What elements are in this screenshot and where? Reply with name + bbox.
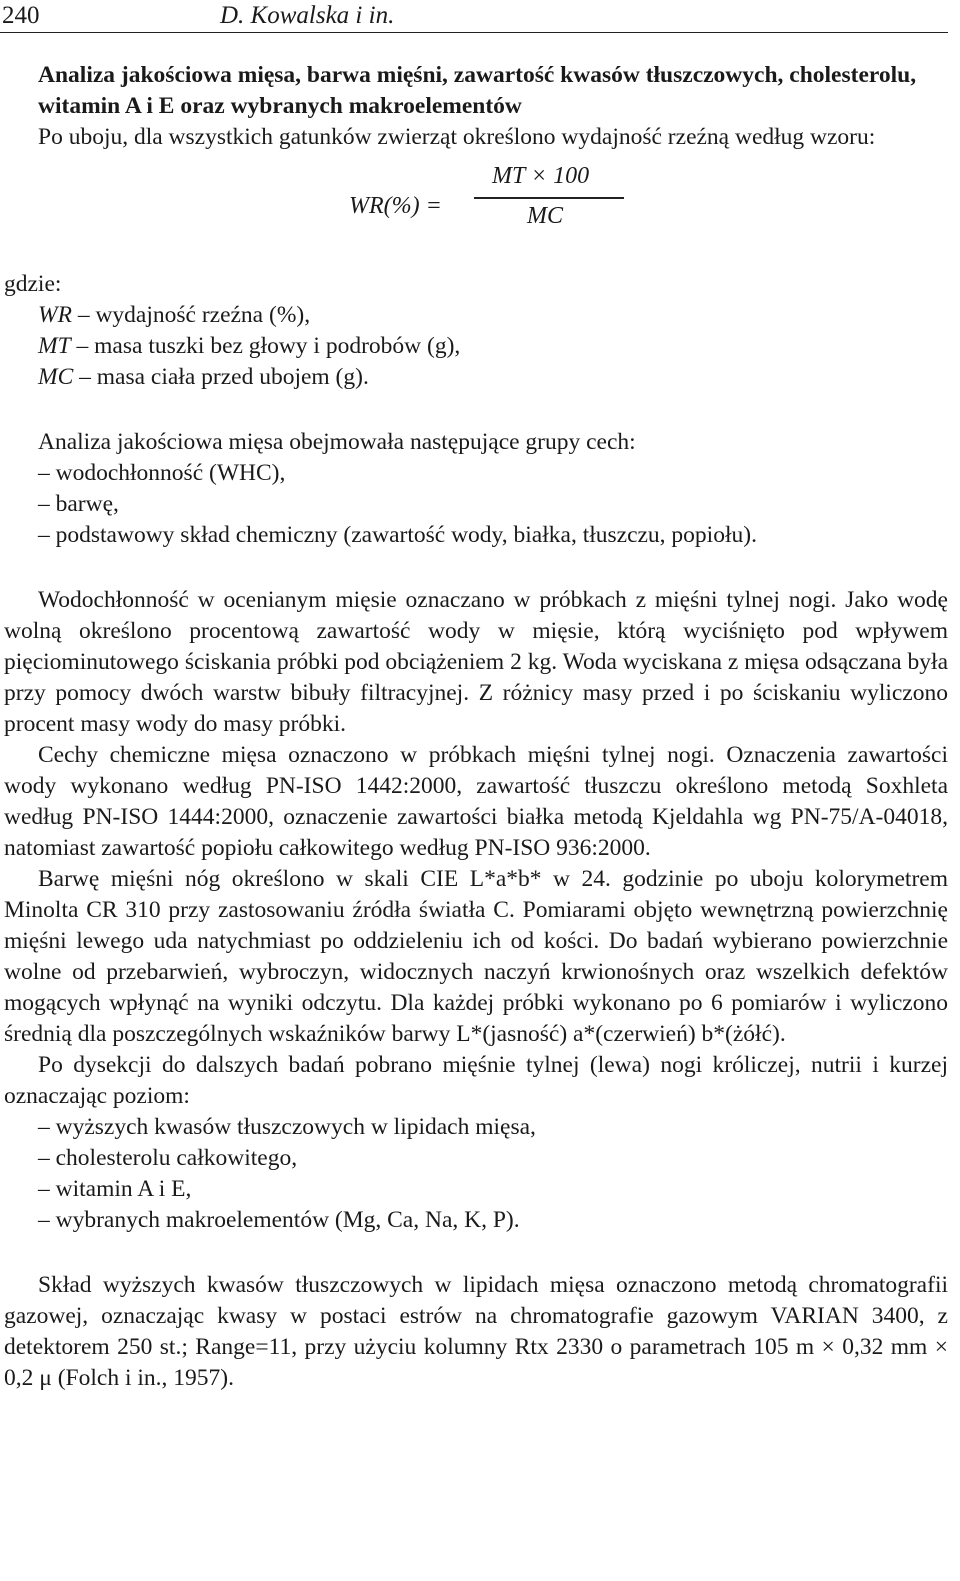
fatty-acids-paragraph: Skład wyższych kwasów tłuszczowych w lipidach mięsa oznaczono metodą chromatografii gazowej, oznaczając kwasy w postaci estrów na chromatografie gazowym VARIAN 3400, z detektorem 250 st.; Range=11, przy użyciu kolumny Rtx 2330 o parametrach 105 m × 0,32 mm × 0,2 μ (Folch i in., 1957). [4, 1272, 948, 1391]
page-number: 240 [2, 2, 40, 29]
running-title: D. Kowalska i in. [220, 2, 395, 29]
definition-symbol: MC [38, 364, 74, 390]
formula-numerator: MT × 100 [492, 163, 590, 189]
chemical-paragraph: Cechy chemiczne mięsa oznaczono w próbkach mięśni tylnej nogi. Oznaczenia zawartości wody wykonano według PN-ISO 1442:2000, zawartość tłuszczu określono metodą Soxhleta według PN-ISO 1444:2000, oznaczenie zawartości białka metodą Kjeldahla wg PN-75/A-04018, natomiast zawartość popiołu całkowitego według PN-ISO 936:2000. [4, 742, 948, 861]
analysis-list-item: – wodochłonność (WHC), [38, 460, 286, 486]
definition-symbol: WR [38, 302, 72, 328]
definition-text: – masa ciała przed ubojem (g). [73, 364, 369, 390]
level-list-item: – cholesterolu całkowitego, [38, 1145, 298, 1171]
where-label: gdzie: [4, 271, 62, 297]
level-list-item: – wyższych kwasów tłuszczowych w lipidach mięsa, [38, 1114, 536, 1140]
definition-item [4, 331, 948, 362]
level-list-item: – witamin A i E, [38, 1176, 192, 1202]
formula-lhs: WR(%) = [349, 193, 442, 219]
definition-item [4, 362, 948, 393]
intro-paragraph: Po uboju, dla wszystkich gatunków zwierząt określono wydajność rzeźną według wzoru: [38, 124, 876, 150]
page-header [0, 0, 960, 40]
fraction-bar [474, 197, 624, 199]
level-list-item: – wybranych makroelementów (Mg, Ca, Na, K, P). [38, 1207, 520, 1233]
header-rule [0, 32, 948, 33]
color-paragraph: Barwę mięśni nóg określono w skali CIE L*a*b* w 24. godzinie po uboju kolorymetrem Minolta CR 310 przy zastosowaniu źródła światła C. Pomiarami objęto wewnętrzną powierzchnię mięśni lewego uda natychmiast po oddzieleniu ich od kości. Do badań wybierano powierzchnie wolne od przebarwień, wybroczyn, widocznych naczyń krwionośnych oraz wszelkich defektów mogących wpłynąć na wyniki odczytu. Dla każdej próbki wykonano po 6 pomiarów i wyliczono średnią dla poszczególnych wskaźników barwy L*(jasność) a*(czerwień) b*(żółć). [4, 866, 948, 1047]
section-heading: Analiza jakościowa mięsa, barwa mięśni, zawartość kwasów tłuszczowych, cholesterolu, witamin A i E oraz wybranych makroelementów [38, 62, 917, 119]
page-body [4, 60, 948, 1394]
spacer [4, 551, 948, 585]
formula-denominator: MC [527, 203, 563, 229]
spacer [4, 393, 948, 427]
spacer [4, 1236, 948, 1270]
dissection-paragraph: Po dysekcji do dalszych badań pobrano mięśnie tylnej (lewa) nogi króliczej, nutrii i kurzej oznaczając poziom: [4, 1052, 948, 1109]
slaughter-yield-formula [4, 163, 948, 269]
definition-item [4, 300, 948, 331]
analysis-list-item: – podstawowy skład chemiczny (zawartość wody, białka, tłuszczu, popiołu). [38, 522, 757, 548]
definition-text: – masa tuszki bez głowy i podrobów (g), [70, 333, 461, 359]
analysis-list-item: – barwę, [38, 491, 119, 517]
wodochlonnosc-paragraph: Wodochłonność w ocenianym mięsie oznaczano w próbkach z mięśni tylnej nogi. Jako wodę wolną określono procentową zawartość wody w mięsie, którą wyciśnięto pod wpływem pięciominutowego ściskania próbki pod obciążeniem 2 kg. Woda wyciskana z mięsa odsączana była przy pomocy dwóch warstw bibuły filtracyjnej. Z różnicy masy przed i po ściskaniu wyliczono procent masy wody do masy próbki. [4, 587, 948, 737]
definition-text: – wydajność rzeźna (%), [71, 302, 311, 328]
definition-symbol: MT [38, 333, 71, 359]
analysis-intro: Analiza jakościowa mięsa obejmowała następujące grupy cech: [38, 429, 636, 455]
